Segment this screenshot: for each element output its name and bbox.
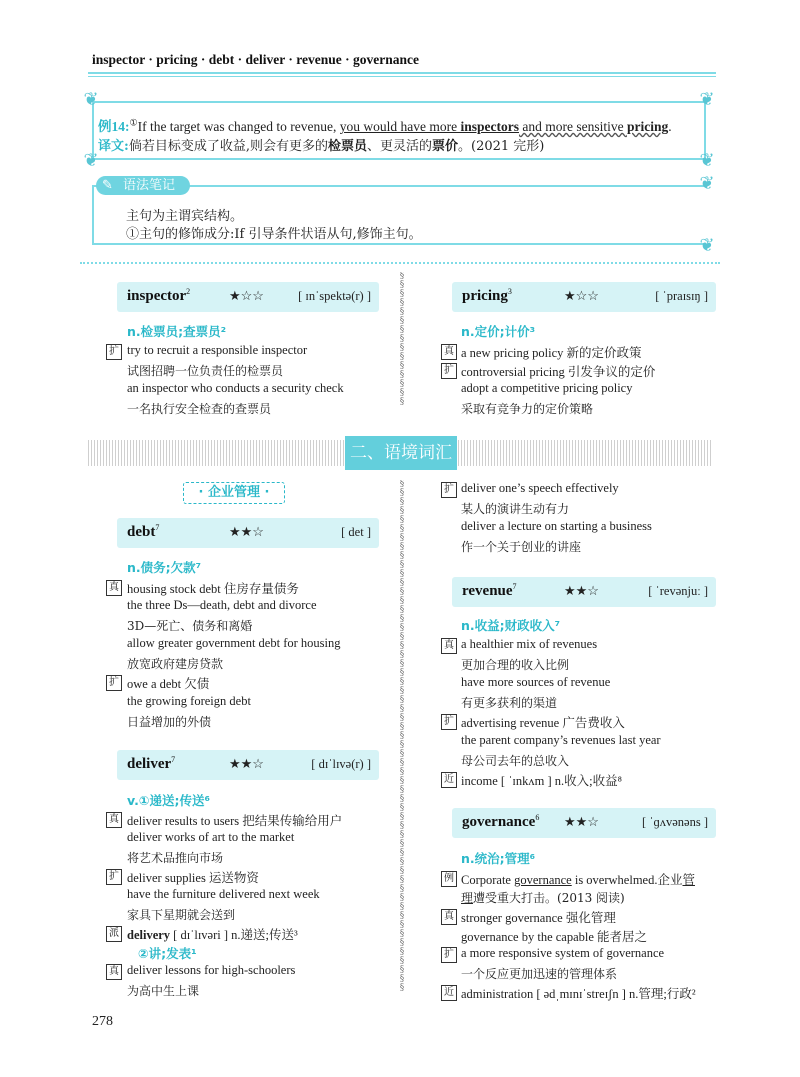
phrase: advertising revenue 广告费收入 — [461, 716, 625, 730]
tag-box: 真 — [441, 638, 457, 654]
tag-box: 扩 — [106, 869, 122, 885]
column-separator: § § § § § § § § § § § § § § § § § § § § § § § § § § § § § § § § § § § § § § § § § § § § § § § § § § § § § § § § § — [399, 480, 405, 993]
tag-box: 真 — [106, 964, 122, 980]
tag-box: 扩 — [441, 947, 457, 963]
phrase-translation: 更加合理的收入比例 — [461, 658, 570, 672]
tag-box: 真 — [106, 812, 122, 828]
frequency-stars: ★☆☆ — [564, 289, 599, 304]
tag-box: 派 — [106, 926, 122, 942]
derived-word: delivery [ dɪˈlɪvəri ] n.递送;传送³ — [127, 928, 298, 942]
example-keyword: inspectors — [460, 119, 519, 134]
tag-box: 近 — [441, 985, 457, 1001]
word-card-governance — [452, 808, 716, 838]
phonetic: [ ˈpraɪsɪŋ ] — [655, 289, 708, 303]
word-card-deliver — [117, 750, 379, 780]
phrase: have more sources of revenue — [461, 675, 611, 689]
part-of-speech: n.检票员;查票员² — [127, 324, 227, 339]
corner-ornament-icon: ❦ — [83, 89, 99, 110]
translation-text: 倘若目标变成了收益,则会有更多的 — [128, 139, 328, 154]
phrase: the three Ds—death, debt and divorce — [127, 598, 317, 612]
phrase-translation: 为高中生上课 — [127, 984, 200, 998]
headword: inspector$^2$ — [127, 287, 191, 304]
translation-keyword: 检票员 — [327, 139, 367, 154]
phrase-translation: 作一个关于创业的讲座 — [461, 540, 582, 554]
corner-ornament-icon: ❦ — [699, 150, 715, 171]
tag-box: 扩 — [441, 714, 457, 730]
phrase-translation: 某人的演讲生动有力 — [461, 502, 570, 516]
frequency-stars: ★☆☆ — [229, 289, 264, 304]
tag-box: 真 — [441, 909, 457, 925]
corner-ornament-icon: ❦ — [699, 235, 715, 256]
phrase: stronger governance 强化管理 — [461, 911, 616, 925]
tag-box: 扩 — [106, 344, 122, 360]
tag-box: 扩 — [106, 675, 122, 691]
phrase: a more responsive system of governance — [461, 946, 665, 960]
phrase: deliver a lecture on starting a business — [461, 519, 652, 533]
part-of-speech: n.统治;管理⁶ — [461, 851, 536, 866]
header-rule-thin — [88, 76, 716, 77]
tag-box: 真 — [441, 344, 457, 360]
phrase-translation: 一个反应更加迅速的管理体系 — [461, 967, 618, 981]
example-text-wavy: and more sensitive — [518, 119, 627, 134]
phrase: a new pricing policy 新的定价政策 — [461, 346, 642, 360]
phrase-translation: 母公司去年的总收入 — [461, 754, 570, 768]
section-title: 二、语境词汇 — [345, 436, 457, 470]
synonym: income [ ˈɪnkʌm ] n.收入;收益⁸ — [461, 774, 622, 788]
example-sentence — [98, 115, 672, 135]
frequency-stars: ★★☆ — [229, 525, 264, 540]
tag-box: 例 — [441, 871, 457, 887]
banner-stripes — [458, 440, 712, 466]
tag-box: 近 — [441, 772, 457, 788]
header-rule — [88, 72, 716, 74]
section-divider — [80, 262, 720, 264]
phonetic: [ ɪnˈspektə(r) ] — [298, 289, 371, 303]
word-card-debt — [117, 518, 379, 548]
tag-box: 扩 — [441, 482, 457, 498]
page-number: 278 — [92, 1014, 113, 1029]
phrase: a healthier mix of revenues — [461, 637, 598, 651]
translation-keyword: 票价 — [431, 139, 458, 154]
phrase: adopt a competitive pricing policy — [461, 381, 633, 395]
phonetic: [ dɪˈlɪvə(r) ] — [311, 757, 371, 771]
part-of-speech: n.收益;财政收入⁷ — [461, 618, 561, 633]
clause-mark: ① — [129, 117, 138, 128]
translation-text: 。(2021 完形) — [458, 139, 545, 154]
phrase: deliver supplies 运送物资 — [127, 871, 259, 885]
example-translation: 理遭受重大打击。(2013 阅读) — [461, 891, 625, 905]
phonetic: [ ˈrevənjuː ] — [648, 584, 708, 598]
headword: governance$^6$ — [462, 813, 540, 830]
phonetic: [ det ] — [341, 525, 371, 539]
example-text: . — [668, 119, 672, 134]
phrase: an inspector who conducts a security check — [127, 381, 344, 395]
phrase-translation: 采取有竞争力的定价策略 — [461, 402, 594, 416]
example-label: 例14: — [98, 119, 130, 134]
headword: revenue$^7$ — [462, 582, 517, 599]
tag-box: 真 — [106, 580, 122, 596]
phrase: housing stock debt 住房存量债务 — [127, 582, 299, 596]
frequency-stars: ★★☆ — [229, 757, 264, 772]
phrase: try to recruit a responsible inspector — [127, 343, 308, 357]
grammar-line: 主句为主谓宾结构。 — [126, 209, 244, 224]
part-of-speech: n.债务;欠款⁷ — [127, 560, 202, 575]
pen-icon: ✎ — [102, 178, 113, 193]
grammar-line: ①主句的修饰成分:If 引导条件状语从句,修饰主句。 — [126, 227, 422, 242]
synonym: administration [ ədˌmɪnɪˈstreɪʃn ] n.管理;行政² — [461, 987, 696, 1001]
example-translation — [98, 135, 544, 154]
subsection-title: · 企业管理 · — [183, 482, 285, 504]
phrase: deliver works of art to the market — [127, 830, 295, 844]
headword: debt$^7$ — [127, 523, 160, 540]
translation-text: 、更灵活的 — [366, 139, 432, 154]
phrase: the growing foreign debt — [127, 694, 251, 708]
part-of-speech: n.定价;计价³ — [461, 324, 536, 339]
grammar-note-title: 语法笔记 — [123, 178, 176, 193]
phrase-translation: 一名执行安全检查的查票员 — [127, 402, 272, 416]
banner-stripes — [88, 440, 344, 466]
running-header: inspector · pricing · debt · deliver · revenue · governance — [92, 52, 419, 67]
corner-ornament-icon: ❦ — [699, 89, 715, 110]
phrase-translation: 试图招聘一位负责任的检票员 — [127, 364, 284, 378]
headword: pricing$^3$ — [462, 287, 512, 304]
phrase: controversial pricing 引发争议的定价 — [461, 365, 656, 379]
phrase: allow greater government debt for housing — [127, 636, 341, 650]
translation-label: 译文: — [98, 139, 129, 154]
example-text-underlined: you would have more — [339, 119, 461, 134]
column-separator: § § § § § § § § § § § § § § § — [399, 272, 405, 407]
phrase: have the furniture delivered next week — [127, 887, 320, 901]
headword: deliver$^7$ — [127, 755, 176, 772]
word-card-inspector — [117, 282, 379, 312]
phrase-translation: 放宽政府建房贷款 — [127, 657, 224, 671]
example-keyword: pricing — [626, 119, 669, 134]
phrase: governance by the capable 能者居之 — [461, 930, 648, 944]
phrase: owe a debt 欠债 — [127, 677, 210, 691]
part-of-speech: ②讲;发表¹ — [138, 946, 197, 961]
phrase-translation: 有更多获利的渠道 — [461, 696, 558, 710]
word-card-pricing — [452, 282, 716, 312]
example-text: If the target was changed to revenue, — [137, 119, 340, 134]
phrase: deliver one’s speech effectively — [461, 481, 619, 495]
example-phrase: Corporate governance is overwhelmed.企业管 — [461, 873, 695, 887]
grammar-note-tag — [96, 176, 190, 195]
frequency-stars: ★★☆ — [564, 815, 599, 830]
phrase-translation: 家具下星期就会送到 — [127, 908, 236, 922]
part-of-speech: v.①递送;传送⁶ — [127, 793, 210, 808]
phrase-translation: 将艺术品推向市场 — [127, 851, 224, 865]
phonetic: [ ˈɡʌvənəns ] — [642, 815, 708, 829]
phrase-translation: 3D—死亡、债务和离婚 — [127, 619, 253, 633]
word-card-revenue — [452, 577, 716, 607]
corner-ornament-icon: ❦ — [699, 173, 715, 194]
phrase: deliver results to users 把结果传输给用户 — [127, 814, 343, 828]
phrase: the parent company’s revenues last year — [461, 733, 661, 747]
phrase-translation: 日益增加的外债 — [127, 715, 212, 729]
frequency-stars: ★★☆ — [564, 584, 599, 599]
phrase: deliver lessons for high-schoolers — [127, 963, 296, 977]
corner-ornament-icon: ❦ — [83, 150, 99, 171]
tag-box: 扩 — [441, 363, 457, 379]
